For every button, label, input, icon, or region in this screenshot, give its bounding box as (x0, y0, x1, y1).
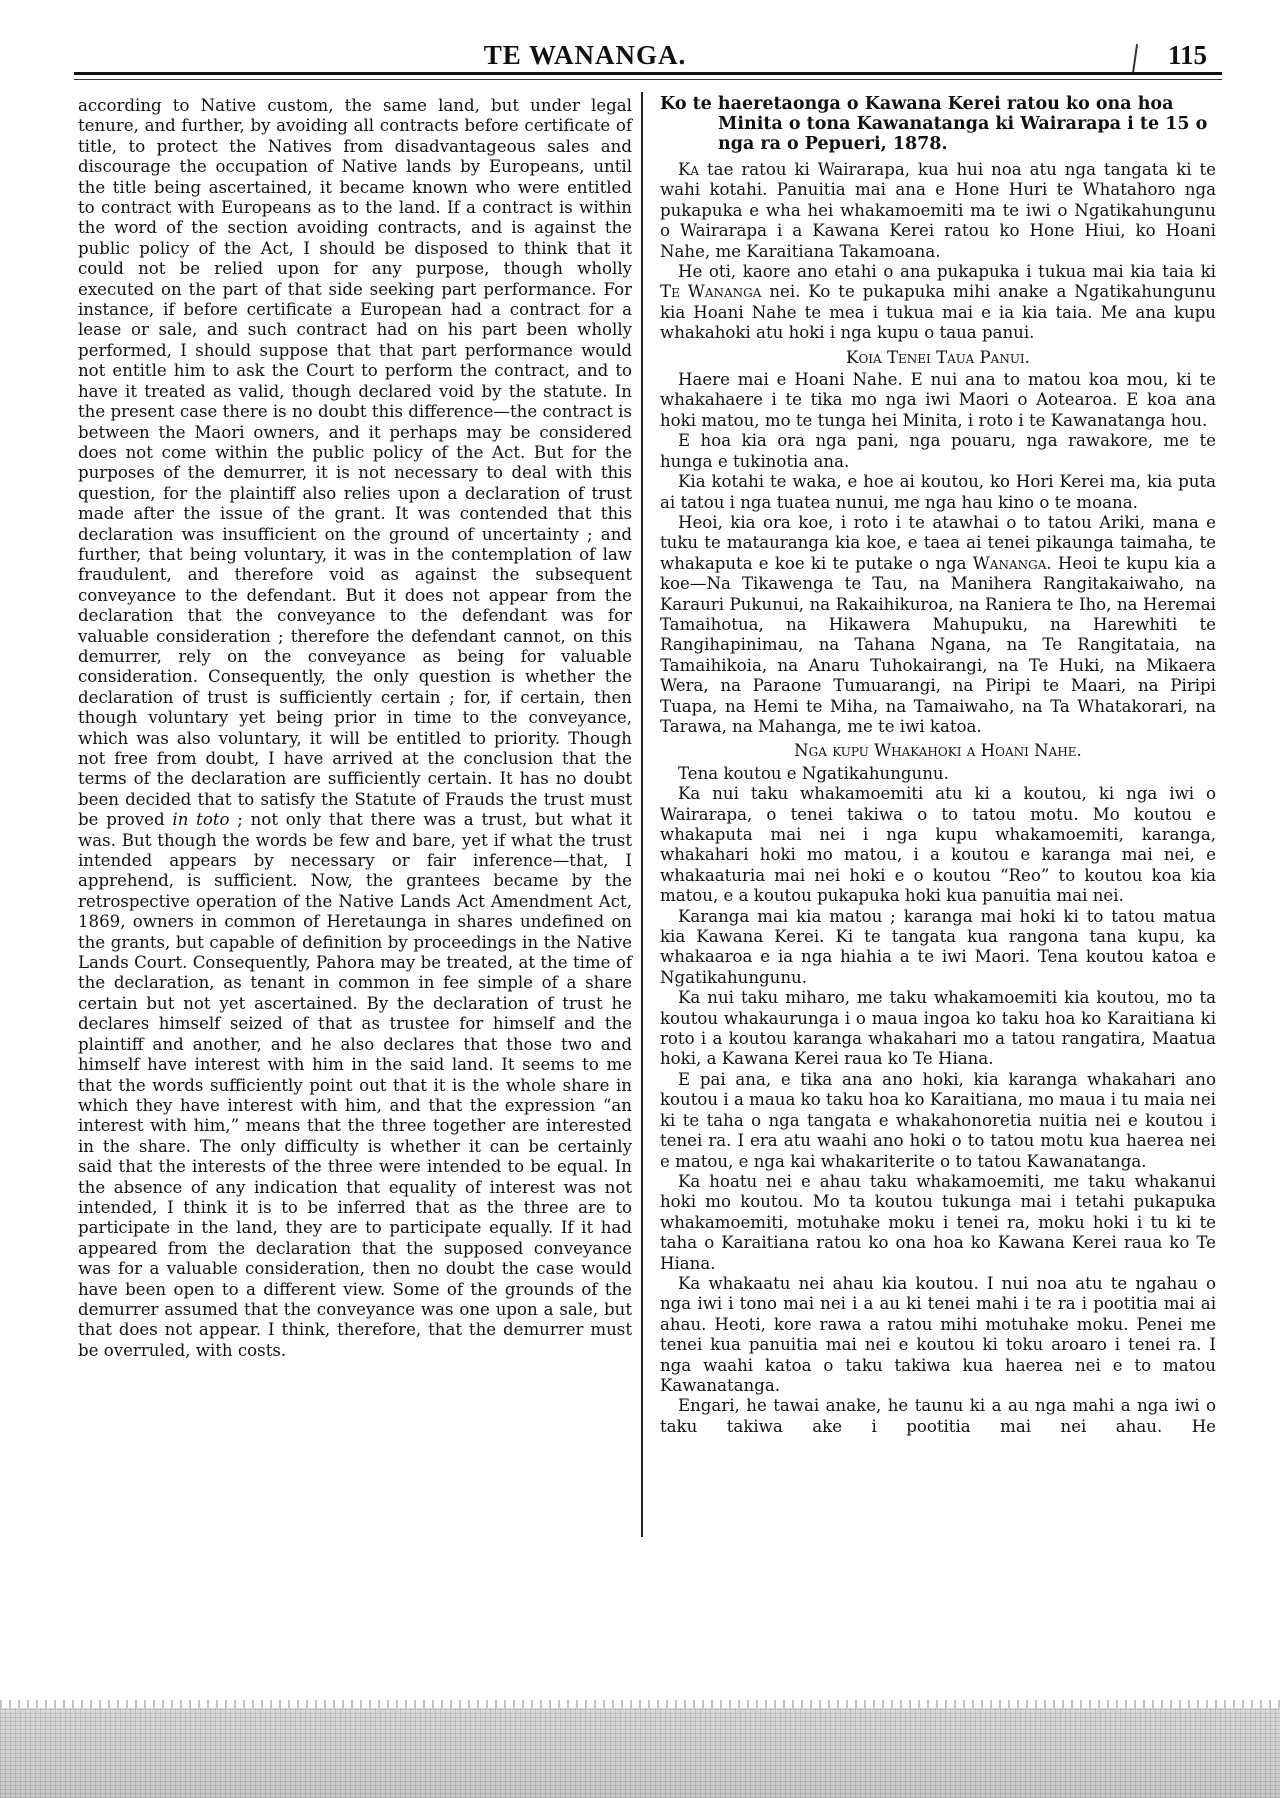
judgment-text-continued: ; not only that there was a trust, but what it was. But though the words be few and bare, yet if what the trust intended appears by necessary or fair inference—that, I apprehend, is sufficient. Now, the grantees became by the retrospective operation of the Native Lands Act Amendment Act, 1869, owners in common of Heretaunga in shares undefined on the grants, but capable of definition by proceedings in the Native Lands Court. Consequently, Pahora may be treated, at the time of the declaration, as tenant in common in fee simple of a share certain but not yet ascertained. By the declaration of trust he declares himself seized of that as trustee for himself and the plaintiff and another, and he also declares that those two and himself have interest with him in the said land. It seems to me that the words sufficiently point out that it is the whole share in which they have interest with him, and that the expression “an interest with him,” means that the three together are interested in the share. The only difficulty is whether it can be certainly said that the interests of the three were intended to be equal. In the absence of any indication that equality of interest was not intended, I think it is to be inferred that as the three are to participate in the land, they are to participate equally. If it had appeared from the declaration that the supposed conveyance was for a valuable consideration, then no doubt the case would have been open to a different view. Some of the grounds of the demurrer assumed that the conveyance was one upon a sale, but that does not appear. I think, therefore, that the demurrer must be overruled, with costs. (78, 810, 632, 1360)
judgment-paragraph (78, 96, 632, 1361)
paragraph: Ka nui taku miharo, me taku whakamoemiti kia koutou, mo ta koutou whakaurunga i o maua ingoa ko taku hoa ko Karaitiana ki roto i a koutou karanga whakahari mo a tatou rangatira, Maatua hoki, a Kawana Kerei raua ko Te Hiana. (660, 988, 1216, 1069)
right-column-article (660, 92, 1216, 1437)
paragraph: Haere mai e Hoani Nahe. E nui ana to matou koa mou, ki te whakahaere i te tika mo nga iwi Maori o Aotearoa. E koa ana hoki matou, mo te tunga hei Minita, i roto i te Kawanatanga hou. (660, 370, 1216, 430)
paragraph (660, 160, 1216, 262)
paragraph: Ka hoatu nei e ahau taku whakamoemiti, me taku whakanui hoki mo koutou. Mo ta koutou tukunga mai i tetahi pukapuka whakamoemiti, motuhake moku i tenei ra, moku hoki i tu ki te taha o Karaitiana ratou ko ona hoa ko Kawana Kerei raua ko Te Hiana. (660, 1171, 1216, 1273)
paragraph: Karanga mai kia matou ; karanga mai hoki ki to tatou matua kia Kawana Kerei. Ki te tangata kua rangona tana kupu, ka whakaaroa e ia nga hiahia a te iwi Maori. Tena koutou katoa e Ngatikahungunu. (660, 906, 1216, 987)
section-heading: Koia Tenei Taua Panui. (846, 347, 1030, 367)
newspaper-name: Te Wananga (660, 282, 762, 302)
section-heading: Nga kupu Whakahoki a Hoani Nahe. (794, 741, 1082, 761)
masthead-title: TE WANANGA. (483, 40, 687, 70)
paragraph-text: tae ratou ki Wairarapa, kua hui noa atu nga tangata ki te wahi kotahi. Panuitia mai ana e Hone Huri te Whatahoro nga pukapuka e wha hei whakamoemiti ma te iwi o Ngatikahungunu o Wairarapa i a Kawana Kerei ratou ko Hone Hiui, ko Hoani Nahe, me Karaitiana Takamoana. (660, 160, 1216, 261)
paragraph: Engari, he tawai anake, he taunu ki a au nga mahi a nga iwi o taku takiwa ake i pootitia mai nei ahau. He (660, 1396, 1216, 1436)
paragraph: Tena koutou e Ngatikahungunu. (678, 763, 949, 783)
paragraph (660, 513, 1216, 737)
italic-phrase: in toto (172, 810, 230, 830)
newspaper-name: Wananga (972, 553, 1047, 573)
paragraph-text: . Heoi te kupu kia a koe—Na Tikawenga te Tau, na Manihera Rangitakaiwaho, na Karauri Pukunui, na Rakaihikuroa, na Raniera te Iho, na Heremai Tamaihotua, na Hikawera Mahupuku, na Harewhiti te Rangihapinimau, na Tahana Ngana, na Te Rangitataia, na Tamaihikoia, na Anaru Tuhokairangi, na Te Huki, na Mikaera Wera, na Paraone Tumuarangi, na Piripi te Maari, na Piripi Tuapa, na Hemi te Miha, na Tamaiwaho, na Ta Whatakorari, na Tarawa, na Mahanga, me te iwi katoa. (660, 553, 1216, 736)
paragraph: Ka nui taku whakamoemiti atu ki a koutou, ki nga iwi o Wairarapa, o tenei takiwa o to tatou motu. Mo koutou e whakaputa mai nei i nga kupu whakamoemiti, karanga, whakahari hoki mo matou, i a koutou e karanga mai nei, e whakaaturia mai nei hoki e o koutou “Reo” to koutou koa kia matou, e a koutou pukapuka hoki kua panuitia mai nei. (660, 784, 1216, 906)
drop-lead: Ka (678, 160, 700, 179)
scan-noise-band (0, 1708, 1280, 1798)
scan-noise (0, 1700, 1280, 1708)
page-number: 115 (1168, 40, 1208, 70)
header-rule-thin (74, 79, 1222, 80)
column-divider (641, 92, 643, 1537)
left-column-article (78, 96, 632, 1361)
paragraph (660, 262, 1216, 344)
paragraph: Ka whakaatu nei ahau kia koutou. I nui noa atu te ngahau o nga iwi i tono mai nei i a au ki tenei mahi i te ra i pootitia mai ai ahau. Heoti, kore rawa a ratou mihi motuhake moku. Penei me tenei kua panuitia mai nei e koutou ki toku aroaro i tenei ra. I nga waahi katoa o taku takiwa kua haerea nei e to matou Kawanatanga. (660, 1273, 1216, 1395)
paragraph: E hoa kia ora nga pani, nga pouaru, nga rawakore, me te hunga e tukinotia ana. (660, 431, 1216, 471)
header-rule (74, 72, 1222, 75)
article-headline: Ko te haeretaonga o Kawana Kerei ratou ko ona hoa Minita o tona Kawanatanga ki Wairarapa i te 15 o nga ra o Pepueri, 1878. (660, 94, 1208, 154)
paragraph: E pai ana, e tika ana ano hoki, kia karanga whakahari ano koutou i a maua ko taku hoa ko Karaitiana, mo maua i tu maia nei ki te taha o nga tangata e whakahonoretia nuitia nei e koutou i tenei ra. I era atu waahi ano hoki o to tatou motu kua haerea nei e matou, e nga kai whakariterite o to tatou Kawanatanga. (660, 1069, 1216, 1171)
judgment-text: according to Native custom, the same land, but under legal tenure, and further, by avoiding all contracts before certificate of title, to protect the Natives from disadvantageous sales and discourage the occupation of Native lands by Europeans, until the title being ascertained, it became known who were entitled to contract with Europeans as to the land. If a contract is within the word of the section avoiding contracts, and is against the public policy of the Act, I should be disposed to think that it could not be relied upon for any purpose, though wholly executed on the part of that side seeking part performance. For instance, if before certificate a European had a contract for a lease or sale, and such contract had on his part been wholly performed, I should suppose that that part performance would not entitle him to ask the Court to perform the contract, and to have it treated as valid, though declared void by the statute. In the present case there is no doubt this difference—the contract is between the Maori owners, and it perhaps may be considered does not come within the public policy of the Act. But for the purposes of the demurrer, it is not necessary to deal with this question, for the plaintiff also relies upon a declaration of trust made after the issue of the grant. It was contended that this declaration was insufficient on the ground of uncertainty ; and further, that being voluntary, it was in the contemplation of law fraudulent, and therefore void as against the subsequent conveyance to the defendant. But it does not appear from the declaration that the conveyance to the defendant was for valuable consideration ; therefore the defendant cannot, on this demurrer, rely on the conveyance as being for valuable consideration. Consequently, the only question is whether the declaration of trust is sufficiently certain ; for, if certain, then though voluntary yet being prior in time to the conveyance, which was also voluntary, it will be entitled to priority. Though not free from doubt, I have arrived at the conclusion that the terms of the declaration are sufficiently certain. It has no doubt been decided that to satisfy the Statute of Frauds the trust must be proved (78, 96, 632, 830)
paragraph-text: He oti, kaore ano etahi o ana pukapuka i tukua mai kia taia ki (678, 262, 1216, 282)
paragraph: Kia kotahi te waka, e hoe ai koutou, ko Hori Kerei ma, kia puta ai tatou i nga tuatea nunui, me nga hau kino o te moana. (660, 472, 1216, 512)
paragraph-text: Heoi, kia ora koe, i roto i te atawhai o to tatou Ariki, mana e tuku te matauranga kia koe, e taea ai tenei pikaunga taimaha, te whakaputa e koe ki te putake o nga (660, 512, 1216, 573)
paragraph-text: nei. Ko te pukapuka mihi anake a Ngatikahungunu kia Hoani Nahe te mea i tukua mai e ia kia taia. Me ana kupu whakahoki atu hoki i nga kupu o taua panui. (660, 282, 1216, 343)
